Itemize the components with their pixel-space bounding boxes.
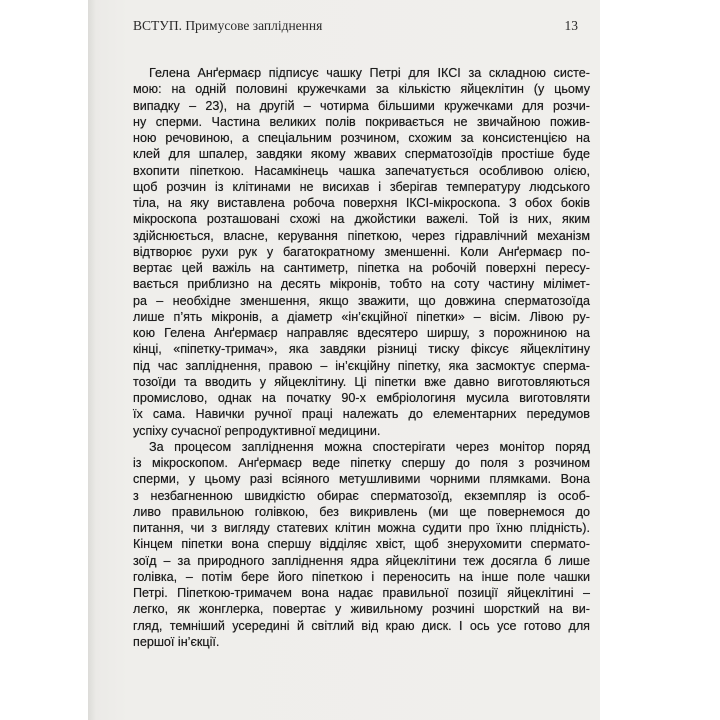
- text-line: здійснюється, власне, керування піпеткою, через гідравлічний механізм: [133, 228, 590, 243]
- running-header: [133, 18, 590, 36]
- chapter-title: ВСТУП. Примусове запліднення: [133, 18, 323, 33]
- text-line: з незбагненною швидкістю обирає сперматозоїд, екземпляр із особ-: [133, 488, 590, 503]
- text-line: питання, чи з вигляду статевих клітин можна судити про їхню плідність).: [133, 521, 590, 535]
- text-line: Кінцем піпетки вона спершу відділяє хвіст, щоб знерухомити сперматo-: [133, 537, 590, 552]
- text-line: вертає цей важіль на сантиметр, піпетка на робочій поверхні пересу-: [133, 261, 590, 275]
- book-page: [88, 0, 600, 720]
- text-line: щоб розчин із клітинами не висихав і зберігав температуру людського: [133, 179, 590, 194]
- text-line: під час запліднення, правою – ін’єкційну піпетку, яка засмоктує сперма-: [133, 358, 590, 373]
- text-line: сперми, у цьому разі всіяного метушливими чорними плямками. Вона: [133, 472, 590, 487]
- text-line: їх сама. Навички ручної праці належать до елементарних передумов: [133, 407, 590, 422]
- text-line: успіху сучасної репродуктивної медицини.: [133, 423, 381, 438]
- text-line: тозоїди та вводить у яйцеклітину. Ці піпетки вже давно виготовляються: [133, 374, 590, 389]
- text-line: випадку – 23), на другій – чотирма більшими кружечками для розчи-: [133, 98, 590, 113]
- text-line: із мікроскопом. Анґермаєр веде піпетку спершу до поля з розчином: [133, 456, 590, 470]
- text-line: легко, як жонглерка, повертає у живильному розчині шорсткий на ви-: [133, 602, 590, 617]
- text-line: лише п’ять мікронів, а діаметр «ін’єкційної піпетки» – вісім. Лівою ру-: [133, 309, 590, 324]
- text-line: кінці, «піпетку-тримач», яка завдяки різниці тиску фіксує яйцеклітину: [133, 342, 590, 357]
- text-line: клей для шпалер, завдяки якому жвавих сперматозоїдів простіше буде: [133, 147, 590, 162]
- text-line: ною речовиною, а спеціальним розчином, схожим за консистенцією на: [133, 131, 590, 145]
- text-line: кою Гелена Анґермаєр направляє вдесятеро ширшу, з порожниною на: [133, 326, 590, 340]
- text-line: зоїд – за природного запліднення ядра яйцеклітини теж досягла б лише: [133, 553, 590, 568]
- text-line: мікроскопа розташовані схожі на джойстики важелі. Той із них, яким: [133, 212, 590, 227]
- text-line: вхопити піпеткою. Насамкінець чашка запечатується особливою олією,: [133, 163, 590, 178]
- text-line: голівка, – потім бере його піпеткою і переносить на інше поле чашки: [133, 569, 590, 584]
- text-line: тіла, на яку виставлена робоча поверхня ІКСІ-мікроскопа. З обох боків: [133, 196, 590, 210]
- text-line: вається приблизно на десять мікронів, тобто на соту частину мілімет-: [133, 277, 590, 292]
- text-line: мою: на одній половині кружечками за кількістю яйцеклітин (у цьому: [133, 82, 590, 97]
- text-line: Гелена Анґермаєр підписує чашку Петрі для ІКСІ за складною систе-: [149, 66, 590, 80]
- page-number: 13: [564, 18, 578, 33]
- text-line: промислово, однак на початку 90-х ембріологиня мусила виготовляти: [133, 391, 590, 405]
- text-line: відтворює рухи рук у багатократному зменшенні. Коли Анґермаєр по-: [133, 244, 590, 259]
- text-line: Петрі. Піпеткою-тримачем вона надає правильної позиції яйцеклітині –: [133, 586, 590, 600]
- text-line: За процесом запліднення можна спостерігати через монітор поряд: [149, 439, 590, 454]
- text-line: ливо правильною голівкою, без викривлень (ми ще повернемося до: [133, 504, 590, 519]
- body-text: [133, 65, 590, 650]
- text-line: ра – необхідне зменшення, якщо зважити, що довжина сперматозоїда: [133, 293, 590, 308]
- text-line: гляд, темніший усередині й світлий від краю диск. І ось усе готово для: [133, 618, 590, 633]
- text-line: ну сперми. Частина великих полів покривається не звичайною пожив-: [133, 114, 590, 129]
- text-line: першої ін’єкції.: [133, 634, 220, 649]
